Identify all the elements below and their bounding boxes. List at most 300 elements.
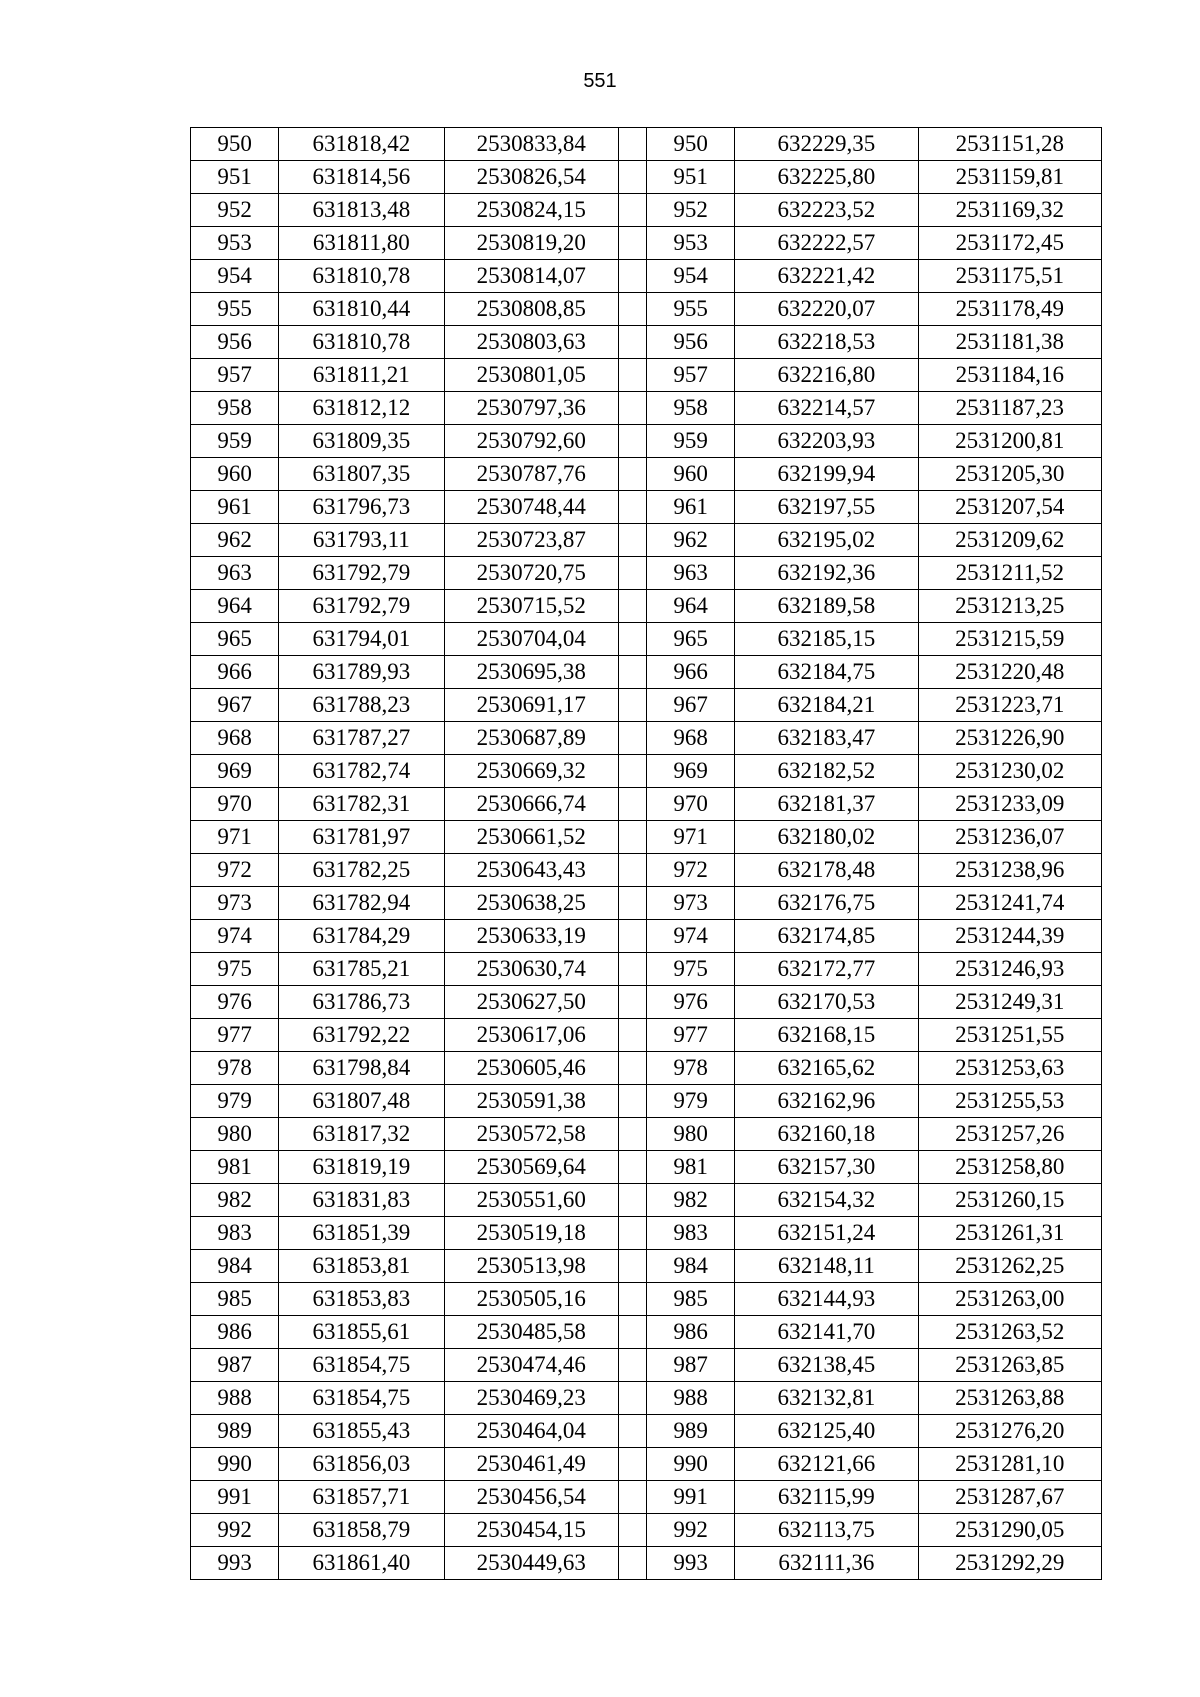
right-y-coordinate: 2531263,88 [918, 1382, 1101, 1415]
right-point-number: 991 [646, 1481, 734, 1514]
right-x-coordinate: 632184,21 [735, 689, 918, 722]
right-point-number: 962 [646, 524, 734, 557]
left-point-number: 971 [191, 821, 279, 854]
right-x-coordinate: 632184,75 [735, 656, 918, 689]
right-point-number: 976 [646, 986, 734, 1019]
left-x-coordinate: 631787,27 [279, 722, 444, 755]
right-y-coordinate: 2531261,31 [918, 1217, 1101, 1250]
left-point-number: 955 [191, 293, 279, 326]
right-point-number: 968 [646, 722, 734, 755]
left-x-coordinate: 631811,80 [279, 227, 444, 260]
spacer-cell [618, 458, 646, 491]
right-point-number: 956 [646, 326, 734, 359]
left-x-coordinate: 631792,79 [279, 557, 444, 590]
table-row [191, 161, 1102, 194]
left-point-number: 975 [191, 953, 279, 986]
spacer-cell [618, 986, 646, 1019]
table-row [191, 1415, 1102, 1448]
table-row [191, 392, 1102, 425]
right-point-number: 984 [646, 1250, 734, 1283]
left-y-coordinate: 2530695,38 [444, 656, 618, 689]
left-x-coordinate: 631854,75 [279, 1349, 444, 1382]
left-y-coordinate: 2530569,64 [444, 1151, 618, 1184]
right-x-coordinate: 632189,58 [735, 590, 918, 623]
right-x-coordinate: 632121,66 [735, 1448, 918, 1481]
left-x-coordinate: 631819,19 [279, 1151, 444, 1184]
left-x-coordinate: 631861,40 [279, 1547, 444, 1580]
spacer-cell [618, 326, 646, 359]
spacer-cell [618, 1250, 646, 1283]
left-point-number: 950 [191, 128, 279, 161]
right-point-number: 981 [646, 1151, 734, 1184]
table-row [191, 1283, 1102, 1316]
table-row [191, 623, 1102, 656]
right-x-coordinate: 632154,32 [735, 1184, 918, 1217]
left-y-coordinate: 2530461,49 [444, 1448, 618, 1481]
right-y-coordinate: 2531226,90 [918, 722, 1101, 755]
left-y-coordinate: 2530519,18 [444, 1217, 618, 1250]
right-y-coordinate: 2531253,63 [918, 1052, 1101, 1085]
left-point-number: 976 [191, 986, 279, 1019]
spacer-cell [618, 392, 646, 425]
right-x-coordinate: 632170,53 [735, 986, 918, 1019]
spacer-cell [618, 161, 646, 194]
right-x-coordinate: 632192,36 [735, 557, 918, 590]
table-row [191, 1547, 1102, 1580]
left-y-coordinate: 2530787,76 [444, 458, 618, 491]
left-point-number: 992 [191, 1514, 279, 1547]
left-x-coordinate: 631792,79 [279, 590, 444, 623]
spacer-cell [618, 557, 646, 590]
right-y-coordinate: 2531246,93 [918, 953, 1101, 986]
left-point-number: 981 [191, 1151, 279, 1184]
right-point-number: 963 [646, 557, 734, 590]
left-point-number: 969 [191, 755, 279, 788]
right-x-coordinate: 632162,96 [735, 1085, 918, 1118]
left-y-coordinate: 2530513,98 [444, 1250, 618, 1283]
left-y-coordinate: 2530819,20 [444, 227, 618, 260]
right-point-number: 985 [646, 1283, 734, 1316]
right-point-number: 979 [646, 1085, 734, 1118]
left-y-coordinate: 2530687,89 [444, 722, 618, 755]
left-x-coordinate: 631782,74 [279, 755, 444, 788]
right-y-coordinate: 2531255,53 [918, 1085, 1101, 1118]
right-x-coordinate: 632168,15 [735, 1019, 918, 1052]
left-x-coordinate: 631812,12 [279, 392, 444, 425]
right-x-coordinate: 632111,36 [735, 1547, 918, 1580]
spacer-cell [618, 821, 646, 854]
spacer-cell [618, 920, 646, 953]
left-y-coordinate: 2530449,63 [444, 1547, 618, 1580]
right-point-number: 965 [646, 623, 734, 656]
left-x-coordinate: 631807,48 [279, 1085, 444, 1118]
left-x-coordinate: 631782,25 [279, 854, 444, 887]
left-y-coordinate: 2530669,32 [444, 755, 618, 788]
right-x-coordinate: 632216,80 [735, 359, 918, 392]
left-x-coordinate: 631792,22 [279, 1019, 444, 1052]
right-point-number: 978 [646, 1052, 734, 1085]
left-y-coordinate: 2530824,15 [444, 194, 618, 227]
spacer-cell [618, 887, 646, 920]
left-point-number: 988 [191, 1382, 279, 1415]
left-point-number: 978 [191, 1052, 279, 1085]
right-x-coordinate: 632174,85 [735, 920, 918, 953]
spacer-cell [618, 491, 646, 524]
spacer-cell [618, 1184, 646, 1217]
left-point-number: 993 [191, 1547, 279, 1580]
right-y-coordinate: 2531236,07 [918, 821, 1101, 854]
left-y-coordinate: 2530833,84 [444, 128, 618, 161]
right-y-coordinate: 2531220,48 [918, 656, 1101, 689]
right-point-number: 952 [646, 194, 734, 227]
left-y-coordinate: 2530808,85 [444, 293, 618, 326]
right-y-coordinate: 2531213,25 [918, 590, 1101, 623]
right-x-coordinate: 632113,75 [735, 1514, 918, 1547]
left-x-coordinate: 631782,94 [279, 887, 444, 920]
left-point-number: 979 [191, 1085, 279, 1118]
right-y-coordinate: 2531263,00 [918, 1283, 1101, 1316]
right-point-number: 966 [646, 656, 734, 689]
left-y-coordinate: 2530801,05 [444, 359, 618, 392]
spacer-cell [618, 1283, 646, 1316]
right-point-number: 993 [646, 1547, 734, 1580]
left-x-coordinate: 631809,35 [279, 425, 444, 458]
left-x-coordinate: 631784,29 [279, 920, 444, 953]
table-row [191, 359, 1102, 392]
right-x-coordinate: 632115,99 [735, 1481, 918, 1514]
left-y-coordinate: 2530797,36 [444, 392, 618, 425]
right-y-coordinate: 2531233,09 [918, 788, 1101, 821]
left-point-number: 985 [191, 1283, 279, 1316]
right-y-coordinate: 2531175,51 [918, 260, 1101, 293]
right-y-coordinate: 2531209,62 [918, 524, 1101, 557]
left-y-coordinate: 2530633,19 [444, 920, 618, 953]
left-x-coordinate: 631856,03 [279, 1448, 444, 1481]
table-row [191, 491, 1102, 524]
left-x-coordinate: 631782,31 [279, 788, 444, 821]
spacer-cell [618, 227, 646, 260]
spacer-cell [618, 359, 646, 392]
right-point-number: 961 [646, 491, 734, 524]
right-point-number: 973 [646, 887, 734, 920]
right-point-number: 953 [646, 227, 734, 260]
spacer-cell [618, 1085, 646, 1118]
right-x-coordinate: 632203,93 [735, 425, 918, 458]
left-y-coordinate: 2530630,74 [444, 953, 618, 986]
table-row [191, 425, 1102, 458]
right-y-coordinate: 2531178,49 [918, 293, 1101, 326]
spacer-cell [618, 1481, 646, 1514]
right-point-number: 967 [646, 689, 734, 722]
table-row [191, 1052, 1102, 1085]
right-y-coordinate: 2531181,38 [918, 326, 1101, 359]
right-x-coordinate: 632218,53 [735, 326, 918, 359]
left-y-coordinate: 2530627,50 [444, 986, 618, 1019]
right-x-coordinate: 632125,40 [735, 1415, 918, 1448]
right-x-coordinate: 632197,55 [735, 491, 918, 524]
right-y-coordinate: 2531290,05 [918, 1514, 1101, 1547]
left-point-number: 966 [191, 656, 279, 689]
left-x-coordinate: 631817,32 [279, 1118, 444, 1151]
spacer-cell [618, 656, 646, 689]
table-row [191, 887, 1102, 920]
coordinates-table-body [191, 128, 1102, 1580]
right-y-coordinate: 2531281,10 [918, 1448, 1101, 1481]
left-point-number: 963 [191, 557, 279, 590]
right-x-coordinate: 632141,70 [735, 1316, 918, 1349]
table-row [191, 260, 1102, 293]
right-x-coordinate: 632144,93 [735, 1283, 918, 1316]
left-point-number: 960 [191, 458, 279, 491]
left-point-number: 974 [191, 920, 279, 953]
right-x-coordinate: 632172,77 [735, 953, 918, 986]
right-point-number: 974 [646, 920, 734, 953]
right-x-coordinate: 632180,02 [735, 821, 918, 854]
spacer-cell [618, 788, 646, 821]
right-point-number: 954 [646, 260, 734, 293]
right-x-coordinate: 632160,18 [735, 1118, 918, 1151]
spacer-cell [618, 590, 646, 623]
right-point-number: 971 [646, 821, 734, 854]
table-row [191, 656, 1102, 689]
left-y-coordinate: 2530591,38 [444, 1085, 618, 1118]
left-x-coordinate: 631818,42 [279, 128, 444, 161]
left-y-coordinate: 2530617,06 [444, 1019, 618, 1052]
right-y-coordinate: 2531200,81 [918, 425, 1101, 458]
table-row [191, 920, 1102, 953]
spacer-cell [618, 854, 646, 887]
left-x-coordinate: 631853,83 [279, 1283, 444, 1316]
left-x-coordinate: 631788,23 [279, 689, 444, 722]
left-y-coordinate: 2530474,46 [444, 1349, 618, 1382]
right-point-number: 982 [646, 1184, 734, 1217]
left-y-coordinate: 2530720,75 [444, 557, 618, 590]
table-row [191, 326, 1102, 359]
table-row [191, 1151, 1102, 1184]
spacer-cell [618, 1151, 646, 1184]
left-point-number: 972 [191, 854, 279, 887]
right-x-coordinate: 632222,57 [735, 227, 918, 260]
left-x-coordinate: 631858,79 [279, 1514, 444, 1547]
left-point-number: 967 [191, 689, 279, 722]
left-point-number: 964 [191, 590, 279, 623]
table-row [191, 1349, 1102, 1382]
right-y-coordinate: 2531205,30 [918, 458, 1101, 491]
left-point-number: 977 [191, 1019, 279, 1052]
left-x-coordinate: 631781,97 [279, 821, 444, 854]
right-point-number: 992 [646, 1514, 734, 1547]
left-y-coordinate: 2530691,17 [444, 689, 618, 722]
table-row [191, 1184, 1102, 1217]
spacer-cell [618, 1316, 646, 1349]
left-point-number: 953 [191, 227, 279, 260]
right-x-coordinate: 632181,37 [735, 788, 918, 821]
spacer-cell [618, 1118, 646, 1151]
table-row [191, 854, 1102, 887]
left-x-coordinate: 631851,39 [279, 1217, 444, 1250]
right-point-number: 950 [646, 128, 734, 161]
left-point-number: 984 [191, 1250, 279, 1283]
right-y-coordinate: 2531251,55 [918, 1019, 1101, 1052]
spacer-cell [618, 1052, 646, 1085]
left-y-coordinate: 2530748,44 [444, 491, 618, 524]
left-x-coordinate: 631810,78 [279, 260, 444, 293]
left-y-coordinate: 2530814,07 [444, 260, 618, 293]
left-y-coordinate: 2530661,52 [444, 821, 618, 854]
right-y-coordinate: 2531211,52 [918, 557, 1101, 590]
right-point-number: 959 [646, 425, 734, 458]
left-point-number: 951 [191, 161, 279, 194]
table-row [191, 128, 1102, 161]
table-row [191, 1085, 1102, 1118]
left-y-coordinate: 2530485,58 [444, 1316, 618, 1349]
left-x-coordinate: 631789,93 [279, 656, 444, 689]
left-y-coordinate: 2530456,54 [444, 1481, 618, 1514]
left-point-number: 965 [191, 623, 279, 656]
right-x-coordinate: 632132,81 [735, 1382, 918, 1415]
left-x-coordinate: 631854,75 [279, 1382, 444, 1415]
spacer-cell [618, 623, 646, 656]
left-y-coordinate: 2530792,60 [444, 425, 618, 458]
table-row [191, 755, 1102, 788]
spacer-cell [618, 722, 646, 755]
left-point-number: 990 [191, 1448, 279, 1481]
right-y-coordinate: 2531263,85 [918, 1349, 1101, 1382]
right-x-coordinate: 632183,47 [735, 722, 918, 755]
table-row [191, 590, 1102, 623]
right-point-number: 975 [646, 953, 734, 986]
left-point-number: 986 [191, 1316, 279, 1349]
left-point-number: 961 [191, 491, 279, 524]
right-x-coordinate: 632229,35 [735, 128, 918, 161]
right-x-coordinate: 632148,11 [735, 1250, 918, 1283]
left-y-coordinate: 2530704,04 [444, 623, 618, 656]
left-y-coordinate: 2530454,15 [444, 1514, 618, 1547]
left-y-coordinate: 2530605,46 [444, 1052, 618, 1085]
right-point-number: 988 [646, 1382, 734, 1415]
right-y-coordinate: 2531257,26 [918, 1118, 1101, 1151]
left-point-number: 958 [191, 392, 279, 425]
table-row [191, 557, 1102, 590]
left-point-number: 983 [191, 1217, 279, 1250]
right-point-number: 972 [646, 854, 734, 887]
left-point-number: 991 [191, 1481, 279, 1514]
left-x-coordinate: 631796,73 [279, 491, 444, 524]
left-point-number: 970 [191, 788, 279, 821]
right-y-coordinate: 2531172,45 [918, 227, 1101, 260]
left-x-coordinate: 631810,78 [279, 326, 444, 359]
left-x-coordinate: 631855,61 [279, 1316, 444, 1349]
table-row [191, 953, 1102, 986]
right-x-coordinate: 632195,02 [735, 524, 918, 557]
right-y-coordinate: 2531260,15 [918, 1184, 1101, 1217]
left-y-coordinate: 2530826,54 [444, 161, 618, 194]
spacer-cell [618, 755, 646, 788]
table-row [191, 1514, 1102, 1547]
left-x-coordinate: 631798,84 [279, 1052, 444, 1085]
table-row [191, 524, 1102, 557]
spacer-cell [618, 1349, 646, 1382]
right-y-coordinate: 2531230,02 [918, 755, 1101, 788]
right-point-number: 983 [646, 1217, 734, 1250]
left-point-number: 987 [191, 1349, 279, 1382]
right-y-coordinate: 2531151,28 [918, 128, 1101, 161]
left-x-coordinate: 631786,73 [279, 986, 444, 1019]
spacer-cell [618, 689, 646, 722]
left-x-coordinate: 631813,48 [279, 194, 444, 227]
left-point-number: 968 [191, 722, 279, 755]
right-y-coordinate: 2531249,31 [918, 986, 1101, 1019]
left-point-number: 989 [191, 1415, 279, 1448]
right-point-number: 977 [646, 1019, 734, 1052]
left-y-coordinate: 2530723,87 [444, 524, 618, 557]
right-y-coordinate: 2531215,59 [918, 623, 1101, 656]
left-point-number: 980 [191, 1118, 279, 1151]
coordinates-table [190, 127, 1102, 1580]
left-x-coordinate: 631794,01 [279, 623, 444, 656]
left-point-number: 952 [191, 194, 279, 227]
table-row [191, 293, 1102, 326]
left-y-coordinate: 2530803,63 [444, 326, 618, 359]
table-row [191, 986, 1102, 1019]
left-point-number: 956 [191, 326, 279, 359]
left-y-coordinate: 2530638,25 [444, 887, 618, 920]
spacer-cell [618, 524, 646, 557]
left-point-number: 959 [191, 425, 279, 458]
right-y-coordinate: 2531244,39 [918, 920, 1101, 953]
right-point-number: 969 [646, 755, 734, 788]
right-y-coordinate: 2531238,96 [918, 854, 1101, 887]
table-row [191, 1118, 1102, 1151]
right-point-number: 986 [646, 1316, 734, 1349]
right-y-coordinate: 2531207,54 [918, 491, 1101, 524]
table-row [191, 722, 1102, 755]
left-y-coordinate: 2530469,23 [444, 1382, 618, 1415]
right-point-number: 987 [646, 1349, 734, 1382]
right-y-coordinate: 2531223,71 [918, 689, 1101, 722]
table-row [191, 821, 1102, 854]
spacer-cell [618, 1514, 646, 1547]
spacer-cell [618, 1382, 646, 1415]
right-y-coordinate: 2531241,74 [918, 887, 1101, 920]
left-y-coordinate: 2530464,04 [444, 1415, 618, 1448]
table-row [191, 1316, 1102, 1349]
spacer-cell [618, 1547, 646, 1580]
spacer-cell [618, 260, 646, 293]
left-point-number: 982 [191, 1184, 279, 1217]
right-x-coordinate: 632185,15 [735, 623, 918, 656]
right-point-number: 989 [646, 1415, 734, 1448]
left-y-coordinate: 2530715,52 [444, 590, 618, 623]
right-y-coordinate: 2531262,25 [918, 1250, 1101, 1283]
right-y-coordinate: 2531187,23 [918, 392, 1101, 425]
right-point-number: 955 [646, 293, 734, 326]
left-x-coordinate: 631811,21 [279, 359, 444, 392]
left-x-coordinate: 631855,43 [279, 1415, 444, 1448]
right-point-number: 964 [646, 590, 734, 623]
table-row [191, 194, 1102, 227]
right-x-coordinate: 632157,30 [735, 1151, 918, 1184]
right-point-number: 960 [646, 458, 734, 491]
left-point-number: 957 [191, 359, 279, 392]
right-x-coordinate: 632220,07 [735, 293, 918, 326]
table-row [191, 1019, 1102, 1052]
spacer-cell [618, 1217, 646, 1250]
table-row [191, 458, 1102, 491]
spacer-cell [618, 1415, 646, 1448]
left-x-coordinate: 631807,35 [279, 458, 444, 491]
right-x-coordinate: 632214,57 [735, 392, 918, 425]
